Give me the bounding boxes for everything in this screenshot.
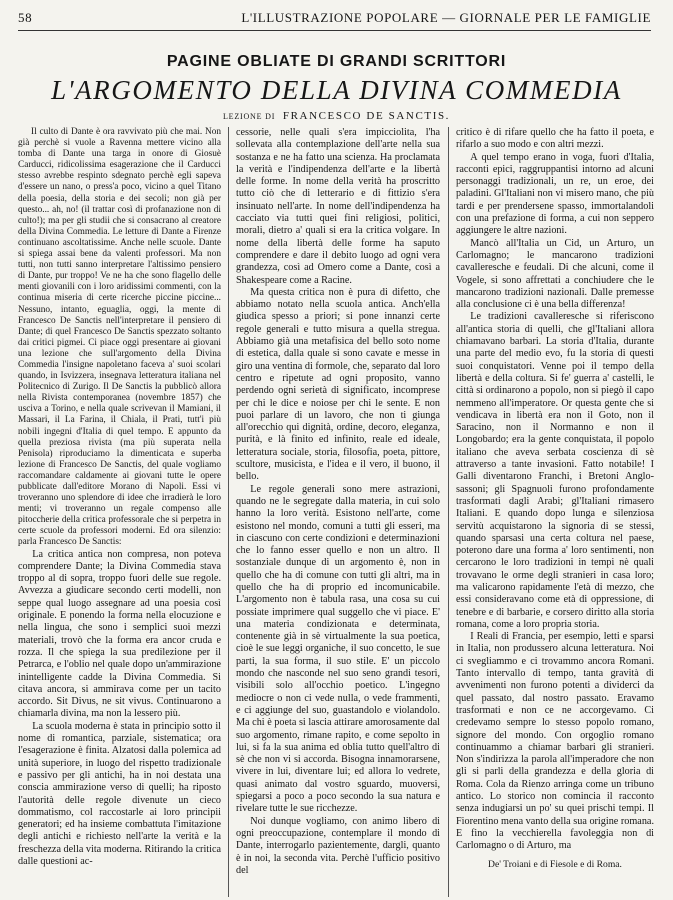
journal-title: L'ILLUSTRAZIONE POPOLARE — GIORNALE PER LE FAMIGLIE [241, 10, 651, 25]
text-column-3 [456, 127, 654, 897]
intro-paragraph: Il culto di Dante è ora ravvivato più che mai. Non già perchè si vuole a Ravenna mettere vicino alla tomba di Dante una targa in onore di Giosuè Carducci, ridicolissima esagerazione che il Carducci stesso avrebbe respinto sdegnato perchè egli sapeva d'essere un nano, o press'a poco, vicino a quel Titano della poesia, della storia e dei secoli; non già per questo... ah, no! (il trattar così di profanazione non di culto!); ma per gli studii che si consacrano al creatore della Divina Commedia. Le letture di Dante a Firenze continuano ascoltatissime. Anche nelle scuole. Dante si spiega assai bene da valenti professori. Ma non tutti, non tutti sanno interpretare l'altissimo pensiero di Dante, pur troppo! Ve ne ha che sono flagello delle menti giovanili con i loro aridissimi commenti, con la continua miseria di certe ricerche piccine piccine... Nessuno, intanto, eguaglia, oggi, la mente di Francesco De Sanctis nell'interpretare il pensiero di Dante; di quel Francesco De Sanctis spezzato soltanto dai critici pigmei. Ci piace oggi presentare ai giovani una lezione che sull'argomento della Divina Commedia l'insigne napoletano faceva a' suoi scolari quando, in Isvizzera, insegnava letteratura italiana nel Politecnico di Zurigo. Il De Sanctis la pubblicò allora nella Rivista contemporanea (novembre 1857) che usciva a Torino, e nella quale scrivevan il Mamiani, il Massari, il La Farina, il Chiala, il Prati, tutt'i più nobili ingegni d'Italia di quel tempo. E appunto da quella preziosa rivista (ma più superata nella Penisola) riproduciamo la dimenticata e superba lezione di Francesco De Sanctis, del quale vogliamo raccomandare caldamente ai giovani tutte le opere pubblicate dall'editore Morano di Napoli. Essi vi troveranno uno splendore di idee che irradierà le loro menti; vi troveranno un regale compenso alle pitoccherie della critica professorale che si perpetra in certe scuole da professori moderni. Ed ora silenzio: parla Francesco De Sanctis: [18, 127, 221, 548]
paragraph-continued: cessorie, nelle quali s'era impicciolita, l'ha sollevata alla contemplazione dell'arte nella sua sostanza e ne ha fatto una scienza. Ha proclamata la verità e l'indipendenza dell'arte e la libertà delle forme. In nome della verità ha proscritto tutto ciò che di letterario e di fittizio s'era insinuato nell'arte. In nome dell'indipendenza ha cacciato via tutti quei fini religiosi, politici, morali, dietro a' quali si era la critica volgare. In nome della libertà delle forme ha saputo comprendere e dare il debito luogo ad ogni vera grandezza, così ad Omero come a Dante, così a Shakespeare come a Racine. [236, 127, 440, 286]
paragraph: La scuola moderna è stata in principio sotto il nome di romantica, parziale, sistematica; ora l'esagerazione è finita. Alzatosi dalla polemica ad unità superiore, in luogo del rispetto tradizionale e passivo per gli antichi, ha in noi destata una conscia ammirazione verso di quelli; ha riposto l'autorità delle regole divenute un cieco dommatismo, col raccostarle ai loro principii generatori; ed ha insieme combattuta l'imitazione degli antichi e richiesto nell'arte la verità e la freschezza della vita moderna. Ritirando la critica dalle questioni ac- [18, 720, 221, 867]
byline-prefix: LEZIONE DI [222, 112, 276, 121]
byline-author: FRANCESCO DE SANCTIS. [282, 110, 451, 122]
paragraph: La critica antica non compresa, non poteva comprendere Dante; la Divina Commedia stava troppo al di sopra, troppo fuori delle sue regole. Avvezza a giudicare secondo certi modelli, non seppe qual luogo assegnare ad una poesia così originale. E ponendo la forma nella elocuzione e nella lingua, che sono i semplici suoi mezzi materiali, trovò che la forma era ancor cruda e rozza. Il che spiega la sua predilezione per il Petrarca, e l'oblio nel quale dopo un'ammirazione inintelligente cadde la Divina Commedia. Si citava ancora, si ammirava come per un tacito accordo. Sit Divus, ne sit vivus. Continuarono a chiamarla divina, ma non la lessero più. [18, 548, 221, 720]
quoted-verse: De' Troiani e di Fiesole e di Roma. [488, 858, 622, 870]
paragraph: Le tradizioni cavalleresche si riferiscono all'antica storia di quelli, che gl'Italiani allora chiamavano barbari. La storia d'Italia, durante una parte del medio evo, fu la storia di questi suoi conquistatori. Venne poi il tempo della libertà e della coltura. Si fe' guerra a' castelli, le città si ordinarono a popolo, non si piegò il capo nemmeno all'imperatore. Or questa gente che si vendicava in libertà era non il Goto, non il Saracino, non il Normanno e non il Longobardo; era la gente conquistata, il popolo italiano che aveva serbata coscienza di sè attraverso a tante invasioni. Fatto notabile! I Galli diventarono Franchi, i Bretoni Anglo-sassoni; gli Spagnuoli furono profondamente trasformati dagli Arabi; gl'Italiani rimasero Italiani. E quando dopo lunga e silenziosa servitù acquistarono la signoria di se stessi, quando sparsasi una certa coltura nel paese, poterono dare una forma a' loro sentimenti, non cercarono le loro tradizioni in tempi nè quali trovavano le orme degli stranieri in casa loro; ma valicarono rapidamente l'età di mezzo, che essi consideravano come età di oppressione, di tenebre e di barbarie, e corsero diritto alla storia romana, come a loro propria storia. [456, 311, 654, 630]
running-header [18, 8, 651, 30]
header-rule [18, 30, 651, 31]
column-divider [228, 127, 229, 897]
paragraph: A quel tempo erano in voga, fuori d'Italia, racconti epici, raggruppantisi intorno ad alcuni personaggi tradizionali, un re, un eroe, dei paladini. Gl'Italiani non vi misero mano, che più tardi e per prendersene spasso, immortalandoli con una prefazione di forma, a cui non seppero aggiungere le altre nazioni. [456, 151, 654, 237]
article-title: L'ARGOMENTO DELLA DIVINA COMMEDIA [51, 75, 622, 105]
text-column-2 [236, 127, 440, 897]
byline [0, 110, 673, 122]
page-number: 58 [18, 10, 33, 25]
text-column-1 [18, 127, 221, 897]
paragraph: Noi dunque vogliamo, con animo libero di ogni preoccupazione, contemplare il mondo di Dante, interrogarlo pazientemente, dargli, quanto è in noi, la seconda vita. Perchè l'ufficio positivo del [236, 815, 440, 876]
paragraph: I Reali di Francia, per esempio, letti e sparsi in Italia, non produssero alcuna letteratura. Noi ci svegliammo e ci trovammo ancora Romani. Tanto intervallo di tempo, tanta gravità di avvenimenti non furono potenti a dividerci da quel passato, dal nostro passato. Eravamo trasformati e non ce ne accorgevamo. Ci credevamo sempre lo stesso popolo romano, signore del mondo. Con orgoglio romano continuammo a chiamar barbari gli stranieri. Non s'indirizza la parola all'imperadore che non gli si parli della grandezza e della gloria di Roma. Cola da Rienzo arringa come un tribuno antico. Lo storico non comincia il racconto senza indugiarsi un po' su quei prischi tempi. Il Fiorentino mena vanto della sua origine romana. E fino la vecchierella favoleggia non di Carlomagno o di Arturo, ma [456, 631, 654, 852]
paragraph: Le regole generali sono mere astrazioni, quando ne le segregate dalla materia, in cui solo hanno la loro verità. Esistono nell'arte, come esistono nel mondo, comuni a tutti gli esseri, ma in ciascuno con certe condizioni e determinazioni che lo fanno esser quello e non un altro. Il sostanziale dunque di un argomento è, non in quello che ha di comune con tutti gli altri, ma in quello che ha di proprio ed incomunicabile. L'argomento non è tabula rasa, una cosa su cui possiate imprimere qual suggello che vi piace. E' una materia condizionata e determinata, contenente già in sè virtualmente la sua poetica, cioè le sue leggi organiche, il suo concetto, le sue parti, la sua forma, il suo stile. E' un piccolo mondo che nasconde nel suo seno grandi tesori, visibili solo all'occhio poetico. L'ingegno mediocre o non ci vede nulla, o vede frammenti, e ci aggiunge del suo, guastandolo e violandolo. Ma chi è poeta si lascia attirare amorosamente dal suo argomento, rimane rapito, e come sepolto in lui, si fa la sua anima ed oblia tutto quell'altro di sè che non vi si accorda. Bisogna innamorarsene, vivere in lui, diventare lui; ed allora lo vedrete, quasi animato dal vostro sguardo, muoversi, spiegarsi a poco a poco secondo la sua natura e rivelare tutte le sue ricchezze. [236, 483, 440, 815]
column-divider [448, 127, 449, 897]
paragraph: Mancò all'Italia un Cid, un Arturo, un Carlomagno; le mancarono tradizioni cavalleresche e feudali. Di che alcuni, come il Vogele, si sono affrettati a conchiudere che le mancarono tradizioni nazionali. Dalle premesse alla conclusione ci è una bella differenza! [456, 237, 654, 311]
paragraph-continued: critico è di rifare quello che ha fatto il poeta, e rifarlo a suo modo e con altri mezzi. [456, 127, 654, 151]
paragraph: Ma questa critica non è pura di difetto, che abbiamo notato nella scuola antica. Anch'ella giudica spesso a priori; si pone innanzi certe regole generali e tutto misura a quella stregua. Abbiamo già una metafisica del bello soto nome di estetica, dalla quale si sono cavate e messe in giro una ventina di formole, che, separato dal loro centro e ripetute ad ogni proposito, vanno perdendo ogni serietà di significato, incomprese per chi le dice e noiose per chi le sente. E non puoi parlare di un lavoro, che non ti giunga all'orecchio qui dignità, ordine, decoro, eleganza, purità, e là finito ed infinito, reale ed ideale, letteratura sociale, storia, filosofia, poeta, pittore, scultore, musicista, e l'idea e il vero, il buono, il bello. [236, 286, 440, 483]
section-heading: PAGINE OBLIATE DI GRANDI SCRITTORI [166, 53, 507, 70]
